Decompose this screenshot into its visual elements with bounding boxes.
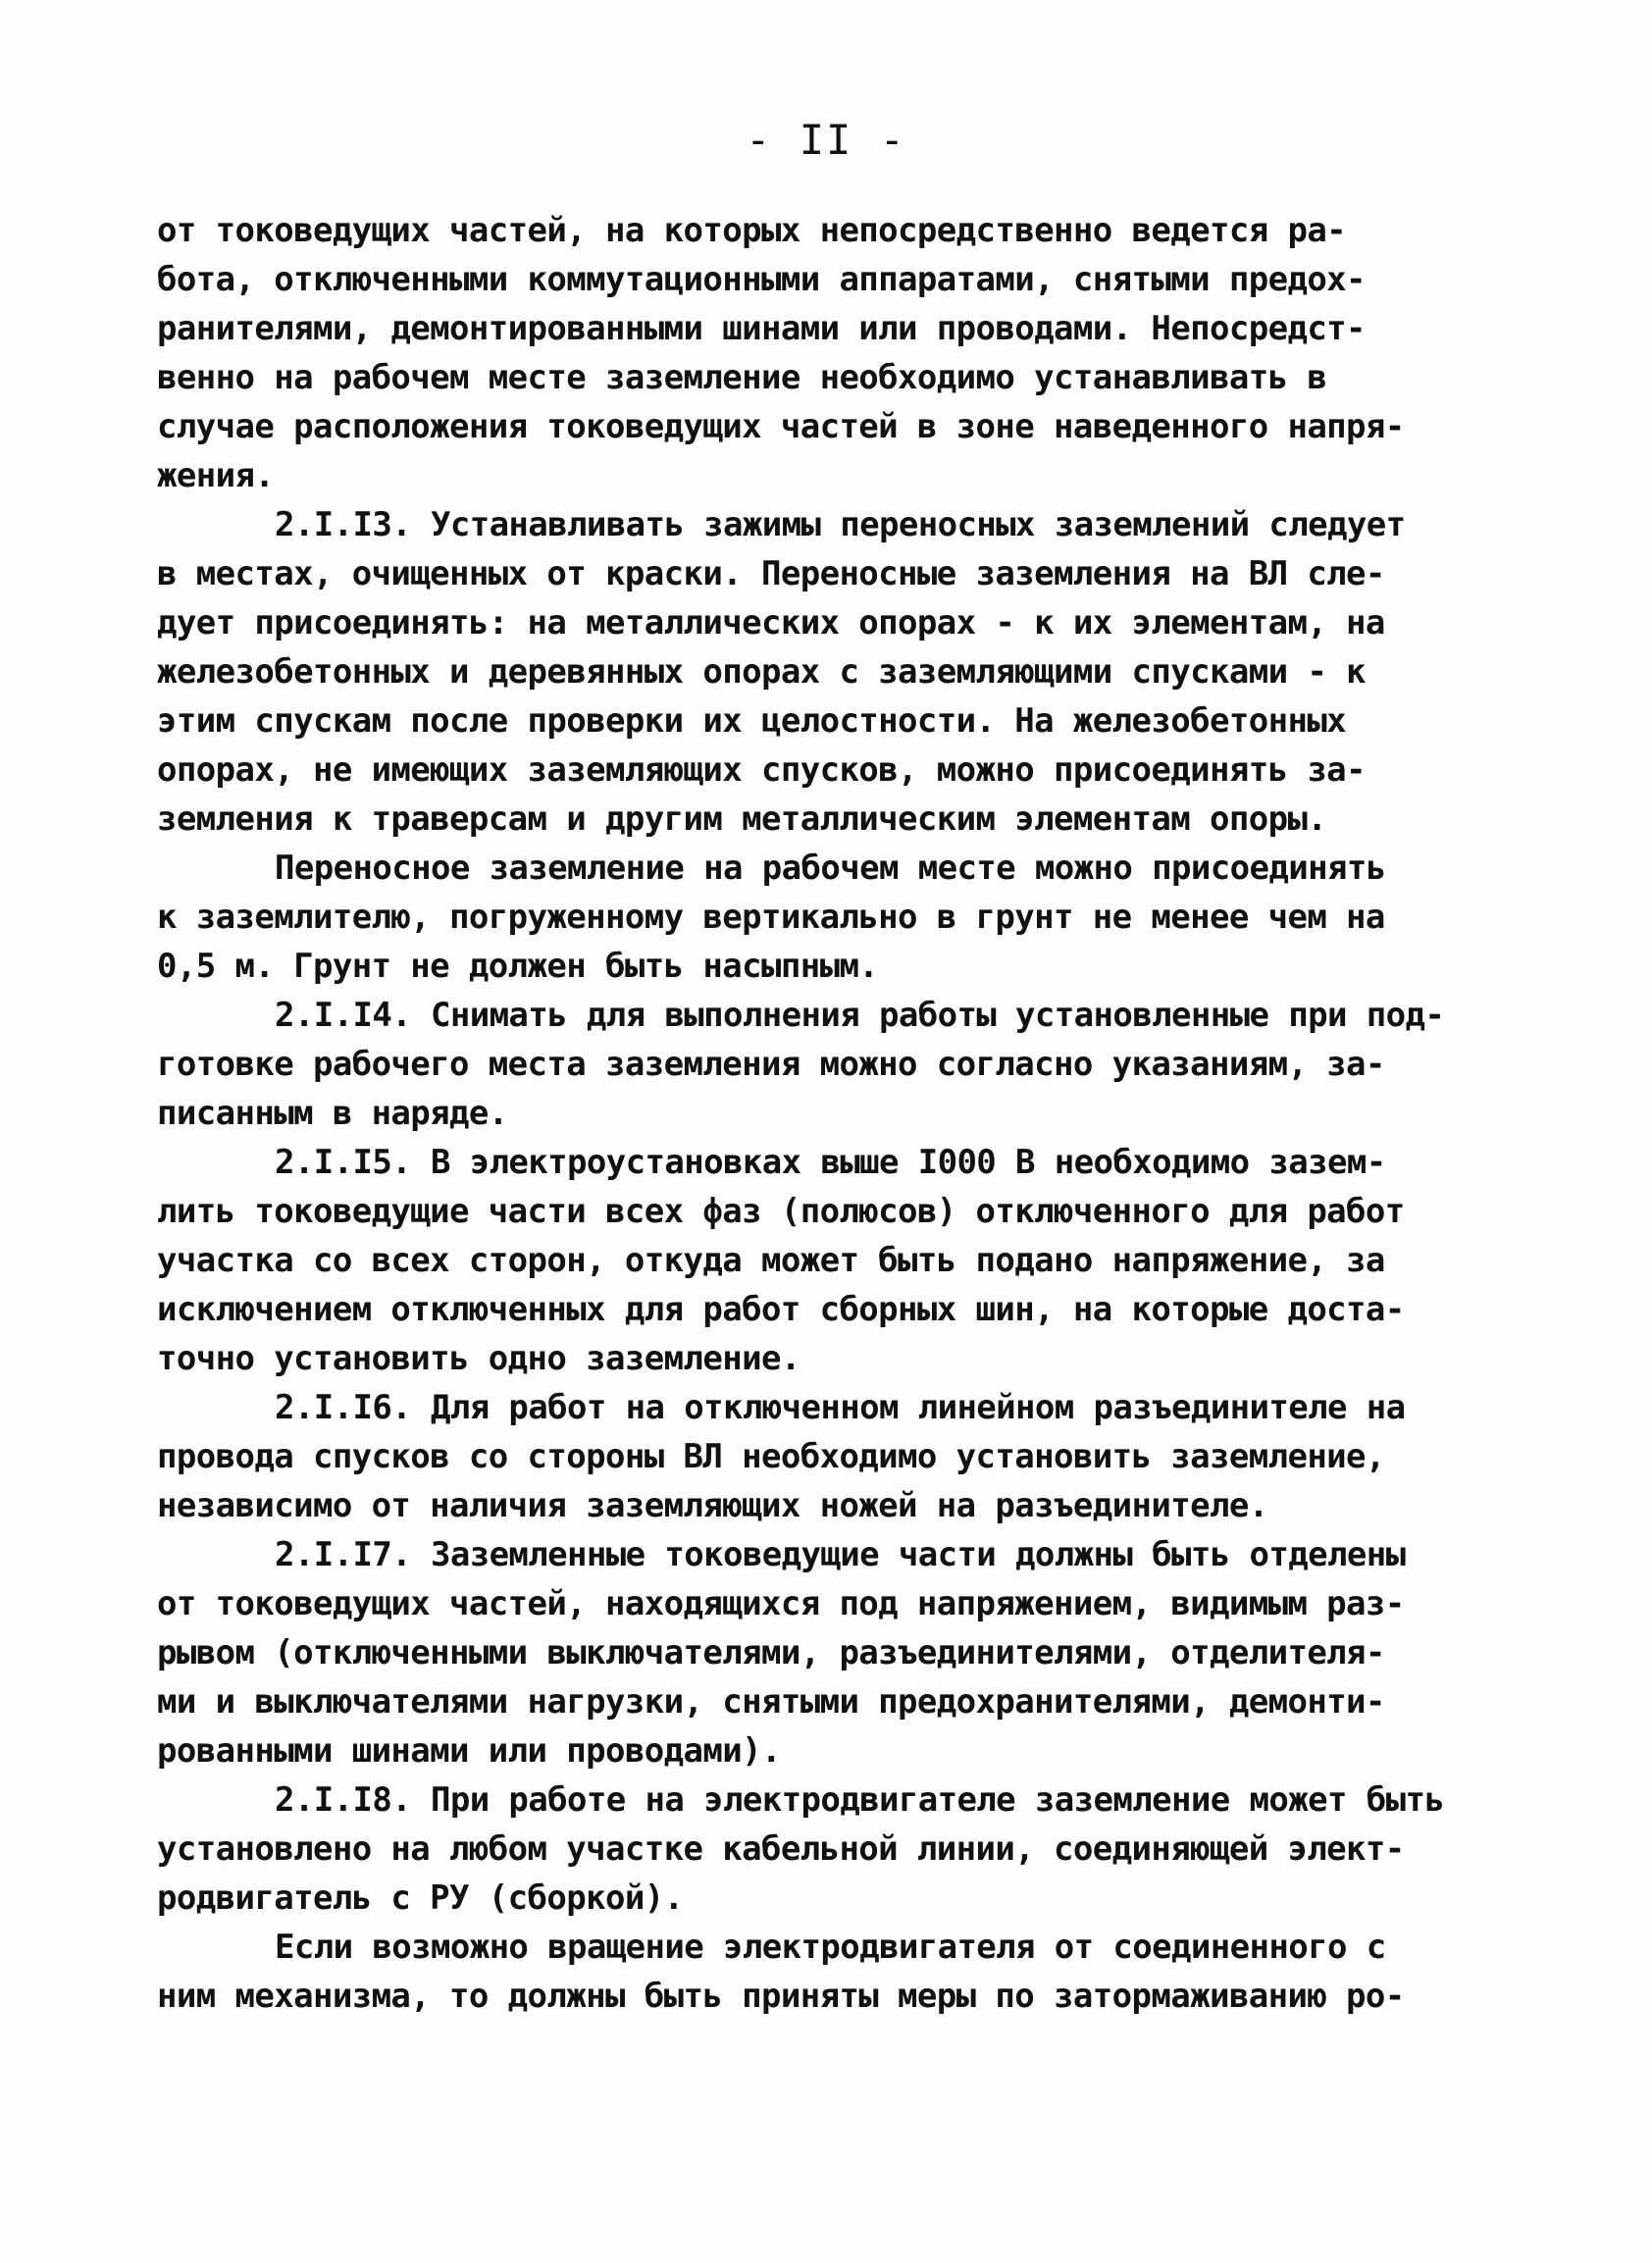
text-line: родвигатель с РУ (сборкой). (157, 1878, 684, 1918)
paragraph-start-line: 2.I.I4. Снимать для выполнения работы установленные при под- (275, 996, 1445, 1035)
text-line: 0,5 м. Грунт не должен быть насыпным. (157, 947, 879, 986)
text-line: исключением отключенных для работ сборных шин, на которые доста- (157, 1290, 1405, 1329)
paragraph-start-line: 2.I.I8. При работе на электродвигателе заземление может быть (275, 1780, 1445, 1820)
text-line: готовке рабочего места заземления можно согласно указаниям, за- (157, 1045, 1385, 1084)
text-line: провода спусков со стороны ВЛ необходимо установить заземление, (157, 1437, 1385, 1476)
paragraph-start-line: Переносное заземление на рабочем месте можно присоединять (275, 849, 1386, 888)
text-line: случае расположения токоведущих частей в зоне наведенного напря- (157, 407, 1405, 446)
text-line: участка со всех сторон, откуда может быть подано напряжение, за (157, 1241, 1385, 1280)
text-line: независимо от наличия заземляющих ножей на разъединителе. (157, 1486, 1268, 1525)
paragraph-start-line: 2.I.I5. В электроустановках выше I000 В необходимо зазем- (275, 1143, 1386, 1182)
text-line: земления к траверсам и другим металлическим элементам опоры. (157, 799, 1327, 839)
text-line: от токоведущих частей, находящихся под напряжением, видимым раз- (157, 1584, 1405, 1623)
text-line: установлено на любом участке кабельной линии, соединяющей элект- (157, 1829, 1405, 1869)
text-line: дует присоединять: на металлических опорах - к их элементам, на (157, 603, 1385, 643)
paragraph-start-line: 2.I.I6. Для работ на отключенном линейном разъединителе на (275, 1388, 1406, 1427)
text-line: бота, отключенными коммутационными аппаратами, снятыми предох- (157, 260, 1366, 299)
text-line: писанным в наряде. (157, 1094, 508, 1133)
text-line: к заземлителю, погруженному вертикально в грунт не менее чем на (157, 898, 1385, 937)
page-number: - II - (746, 116, 906, 164)
text-line: ранителями, демонтированными шинами или проводами. Непосредст- (157, 309, 1366, 348)
text-line: этим спускам после проверки их целостности. На железобетонных (157, 701, 1347, 741)
text-line: лить токоведущие части всех фаз (полюсов) отключенного для работ (157, 1192, 1405, 1231)
body-text (157, 206, 1530, 2021)
text-line: опорах, не имеющих заземляющих спусков, можно присоединять за- (157, 750, 1366, 790)
text-line: железобетонных и деревянных опорах с заземляющими спусками - к (157, 652, 1366, 692)
text-line: рованными шинами или проводами). (157, 1731, 781, 1771)
text-line: в местах, очищенных от краски. Переносные заземления на ВЛ сле- (157, 554, 1385, 593)
paragraph-start-line: 2.I.I3. Устанавливать зажимы переносных заземлений следует (275, 505, 1406, 544)
text-line: рывом (отключенными выключателями, разъединителями, отделителя- (157, 1633, 1385, 1672)
text-line: ми и выключателями нагрузки, снятыми предохранителями, демонти- (157, 1682, 1385, 1722)
paragraph-start-line: 2.I.I7. Заземленные токоведущие части должны быть отделены (275, 1535, 1406, 1574)
paragraph-start-line: Если возможно вращение электродвигателя от соединенного с (275, 1928, 1386, 1967)
text-line: от токоведущих частей, на которых непосредственно ведется ра- (157, 211, 1347, 250)
text-line: ним механизма, то должны быть приняты меры по затормаживанию ро- (157, 1977, 1405, 2016)
text-line: точно установить одно заземление. (157, 1339, 800, 1378)
text-line: жения. (157, 456, 275, 495)
text-line: венно на рабочем месте заземление необходимо устанавливать в (157, 358, 1327, 397)
